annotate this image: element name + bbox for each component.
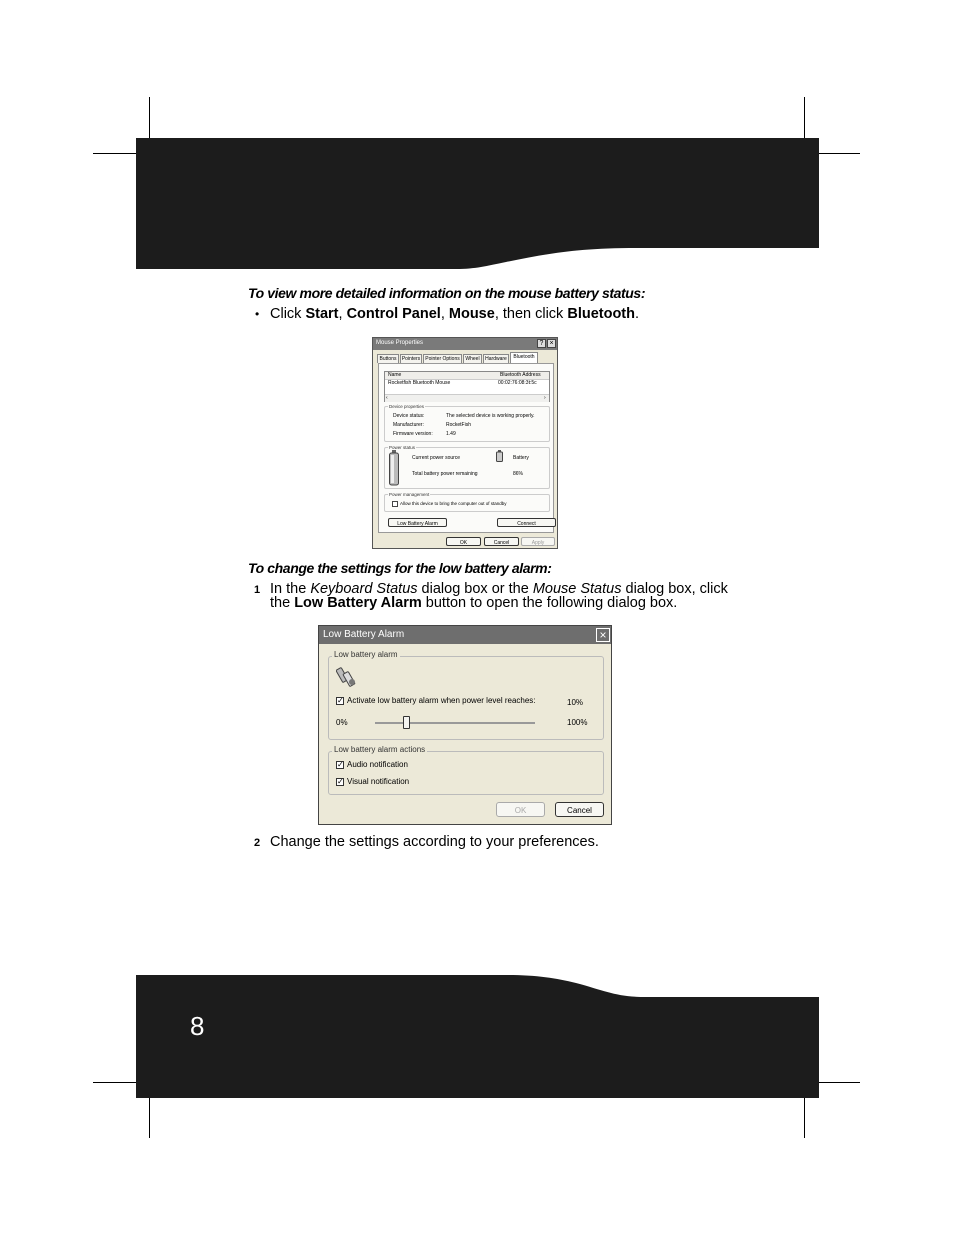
dialog-title: Low Battery Alarm — [323, 629, 405, 640]
crop-mark — [818, 153, 860, 154]
scroll-left-icon[interactable]: ‹ — [386, 395, 388, 401]
tab-pointers[interactable]: Pointers — [401, 356, 421, 362]
apply-button[interactable]: Apply — [521, 537, 555, 546]
text-run: , then click — [494, 306, 568, 322]
cancel-button[interactable]: Cancel — [484, 537, 519, 546]
bluetooth-term: Bluetooth — [567, 306, 635, 322]
manufacturer-label: Manufacturer: — [393, 422, 424, 428]
firmware-value: 1.49 — [446, 431, 456, 437]
mouse-term: Mouse — [448, 306, 495, 322]
mouse-status-term: Mouse Status — [532, 581, 622, 597]
device-status-value: The selected device is working properly. — [446, 413, 535, 419]
text-run: dialog box or the — [417, 581, 533, 597]
battery-icon — [389, 450, 399, 486]
section-heading: To change the settings for the low battery alarm: — [248, 560, 552, 576]
battery-remaining-label: Total battery power remaining — [412, 471, 478, 477]
visual-notification-label: Visual notification — [347, 777, 410, 786]
alarm-actions-group — [328, 751, 604, 795]
list-item-name[interactable]: Rocketfish Bluetooth Mouse — [388, 380, 451, 386]
close-icon[interactable]: × — [596, 628, 610, 642]
dialog-title: Mouse Properties — [376, 340, 424, 346]
start-term: Start — [305, 306, 339, 322]
tab-pointer-options[interactable]: Pointer Options — [423, 354, 462, 363]
close-icon[interactable]: × — [547, 339, 556, 348]
power-source-value: Battery — [513, 455, 529, 461]
firmware-label: Firmware version: — [393, 431, 433, 437]
tab-wheel[interactable]: Wheel — [463, 354, 482, 363]
crop-mark — [93, 153, 137, 154]
header-banner — [136, 138, 819, 270]
text-run: dialog box, click — [621, 581, 728, 597]
tab-hardware[interactable]: Hardware — [483, 354, 509, 363]
battery-alarm-icon — [336, 664, 358, 688]
power-source-label: Current power source — [412, 455, 461, 461]
activate-alarm-checkbox[interactable]: ✓ — [337, 696, 344, 705]
slider-thumb[interactable] — [403, 716, 410, 729]
mouse-properties-dialog — [372, 337, 558, 549]
group-label: Power status — [389, 445, 416, 450]
list-item-address: 00:02:76:08:3t:5c — [498, 380, 537, 386]
dialog-titlebar — [373, 338, 557, 350]
help-icon[interactable]: ? — [537, 339, 546, 348]
crop-mark — [818, 1082, 860, 1083]
text-run: In the — [270, 581, 311, 597]
page-number: 8 — [190, 1011, 205, 1041]
manufacturer-value: RocketFish — [446, 422, 472, 428]
crop-mark — [93, 1082, 137, 1083]
control-panel-term: Control Panel — [346, 306, 441, 322]
horizontal-scrollbar[interactable] — [385, 394, 549, 402]
keyboard-status-term: Keyboard Status — [310, 581, 418, 597]
step-number: 2 — [254, 837, 261, 849]
step1-line2 — [270, 596, 677, 611]
group-label: Device properties — [389, 404, 425, 409]
instruction-text — [270, 307, 639, 322]
power-status-group — [384, 447, 550, 489]
text-run: the — [270, 595, 295, 611]
tab-buttons[interactable]: Buttons — [377, 354, 399, 363]
cancel-button[interactable]: Cancel — [555, 802, 604, 817]
device-status-label: Device status: — [393, 413, 425, 419]
text-run: , — [440, 306, 449, 322]
tab-panel — [378, 363, 554, 533]
device-list[interactable] — [384, 371, 550, 402]
step-number: 1 — [254, 584, 261, 596]
crop-mark — [149, 97, 150, 139]
text-run: , — [338, 306, 347, 322]
low-battery-alarm-dialog — [318, 625, 612, 825]
allow-wake-label: Allow this device to bring the computer out of standby — [400, 501, 507, 506]
slider-min-label: 0% — [336, 718, 348, 727]
ok-button[interactable]: OK — [446, 537, 481, 546]
crop-mark — [804, 97, 805, 139]
dialog-titlebar — [319, 626, 611, 644]
slider-track — [375, 722, 535, 724]
low-battery-alarm-button[interactable]: Low Battery Alarm — [388, 518, 447, 527]
column-name: Name — [388, 372, 402, 378]
current-level-value: 10% — [567, 698, 584, 707]
slider-max-label: 100% — [567, 718, 588, 727]
tab-bluetooth[interactable]: Bluetooth — [510, 352, 538, 364]
audio-notification-label: Audio notification — [347, 760, 408, 769]
section-heading: To view more detailed information on the mouse battery status: — [248, 285, 646, 301]
group-label: Low battery alarm actions — [334, 745, 426, 754]
bullet: • — [255, 307, 260, 321]
alarm-level-slider[interactable] — [375, 716, 535, 730]
text-run: Click — [270, 306, 306, 322]
column-address: Bluetooth Address — [500, 372, 541, 378]
crop-mark — [804, 1097, 805, 1138]
step2-text: Change the settings according to your preferences. — [270, 834, 599, 850]
group-label: Power management — [389, 492, 430, 497]
group-label: Low battery alarm — [334, 650, 398, 659]
list-header — [385, 372, 549, 380]
connect-button[interactable]: Connect — [497, 518, 556, 527]
text-run: . — [635, 306, 640, 322]
low-battery-alarm-term: Low Battery Alarm — [294, 595, 422, 611]
text-run: button to open the following dialog box. — [421, 595, 678, 611]
visual-notification-checkbox[interactable]: ✓ — [337, 777, 344, 786]
crop-mark — [149, 1097, 150, 1138]
activate-alarm-label: Activate low battery alarm when power level reaches: — [347, 696, 536, 705]
audio-notification-checkbox[interactable]: ✓ — [337, 760, 344, 769]
allow-wake-checkbox[interactable] — [392, 501, 398, 507]
scroll-right-icon[interactable]: › — [544, 395, 546, 401]
battery-remaining-value: 86% — [513, 471, 524, 477]
ok-button[interactable]: OK — [496, 802, 545, 817]
small-battery-icon — [496, 450, 503, 462]
footer-banner — [136, 975, 819, 1098]
